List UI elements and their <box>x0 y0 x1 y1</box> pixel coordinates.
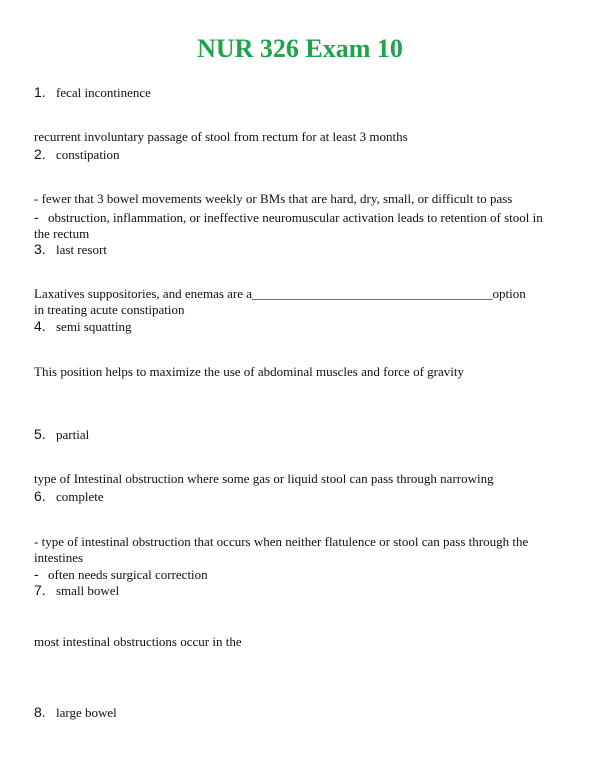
term-text: large bowel <box>56 705 117 720</box>
term-text: partial <box>56 427 90 442</box>
term-number: 7. <box>34 582 46 598</box>
definition-2 <box>34 191 564 242</box>
definition-5 <box>34 471 564 487</box>
definition-3 <box>34 286 564 318</box>
definition-line: obstruction, inflammation, or ineffective neuromuscular activation leads to retention of stool in <box>48 210 543 225</box>
definition-line: Laxatives suppositories, and enemas are a_____________________________________option <box>34 286 526 301</box>
term-text: complete <box>56 489 104 504</box>
term-7 <box>34 582 119 599</box>
definition-4 <box>34 364 564 380</box>
term-text: constipation <box>56 147 120 162</box>
term-text: small bowel <box>56 583 120 598</box>
definition-line: in treating acute constipation <box>34 302 185 317</box>
definition-bullet-line <box>34 566 564 583</box>
definition-line: intestines <box>34 550 84 565</box>
term-text: fecal incontinence <box>56 85 151 100</box>
term-2 <box>34 146 120 163</box>
definition-1 <box>34 129 564 145</box>
term-text: semi squatting <box>56 319 132 334</box>
term-text: last resort <box>56 242 107 257</box>
definition-bullet-line <box>34 209 564 226</box>
term-1 <box>34 84 151 101</box>
term-number: 2. <box>34 146 46 162</box>
term-number: 4. <box>34 318 46 334</box>
bullet-dash: - <box>34 566 39 582</box>
term-number: 1. <box>34 84 46 100</box>
definition-line: most intestinal obstructions occur in the <box>34 634 242 649</box>
definition-line: - fewer that 3 bowel movements weekly or BMs that are hard, dry, small, or difficult to pass <box>34 191 513 206</box>
term-number: 3. <box>34 241 46 257</box>
term-5 <box>34 426 89 443</box>
definition-6 <box>34 534 564 583</box>
term-number: 6. <box>34 488 46 504</box>
definition-line: the rectum <box>34 226 90 241</box>
term-3 <box>34 241 107 258</box>
definition-line: - type of intestinal obstruction that occurs when neither flatulence or stool can pass through the <box>34 534 529 549</box>
term-6 <box>34 488 104 505</box>
document-title: NUR 326 Exam 10 <box>197 34 403 63</box>
term-8 <box>34 704 117 721</box>
definition-7 <box>34 634 564 650</box>
definition-line: often needs surgical correction <box>48 567 208 582</box>
term-number: 8. <box>34 704 46 720</box>
definition-line: This position helps to maximize the use of abdominal muscles and force of gravity <box>34 364 464 379</box>
definition-line: type of Intestinal obstruction where some gas or liquid stool can pass through narrowing <box>34 471 494 486</box>
term-4 <box>34 318 131 335</box>
definition-line: recurrent involuntary passage of stool from rectum for at least 3 months <box>34 129 408 144</box>
term-number: 5. <box>34 426 46 442</box>
bullet-dash: - <box>34 209 39 225</box>
